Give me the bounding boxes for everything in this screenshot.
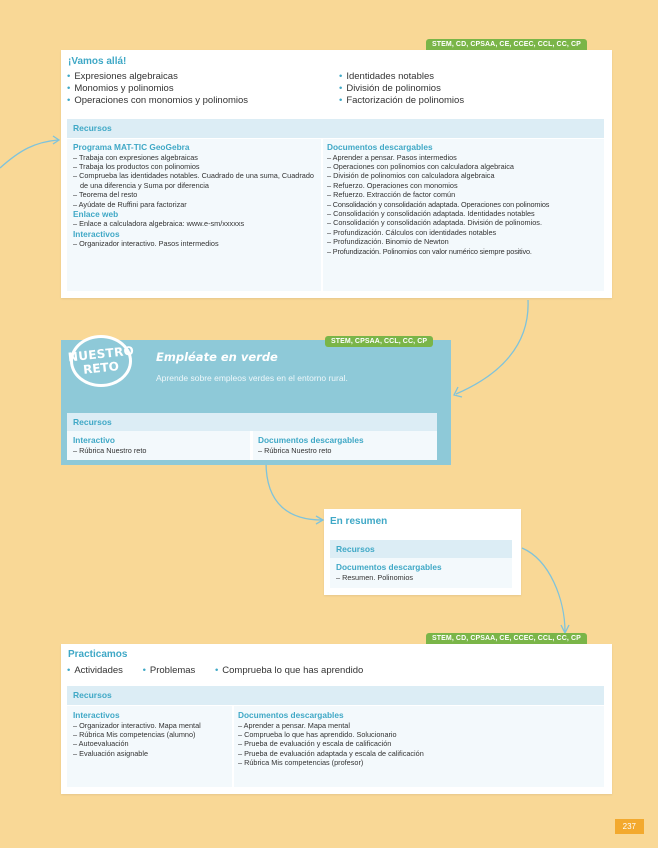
group-heading: Interactivos xyxy=(73,710,120,720)
recursos-divider xyxy=(321,139,323,291)
list-item: – Evaluación asignable xyxy=(73,748,149,758)
reto-right-column xyxy=(258,435,433,455)
list-item: – Refuerzo. Operaciones con monomios xyxy=(327,180,458,190)
resumen-column xyxy=(336,562,508,582)
recursos-header: Recursos xyxy=(67,119,604,138)
group-heading: Interactivos xyxy=(73,228,120,239)
list-item: – Trabaja con expresiones algebraicas xyxy=(73,152,198,162)
group-heading: Programa MAT-TIC GeoGebra xyxy=(73,142,190,152)
list-item: – Profundización. Binomio de Newton xyxy=(327,237,449,247)
group-heading: Interactivo xyxy=(73,435,115,445)
list-item: – Organizador interactivo. Mapa mental xyxy=(73,720,201,730)
vamos-bullets-right xyxy=(339,71,464,107)
vamos-title: ¡Vamos allá! xyxy=(68,56,127,67)
reto-title: Empléate en verde xyxy=(156,350,278,364)
group-heading: Documentos descargables xyxy=(238,710,344,720)
list-item: – Comprueba lo que has aprendido. Solucionario xyxy=(238,729,397,739)
recursos-header: Recursos xyxy=(330,540,512,558)
list-item: – Aprender a pensar. Mapa mental xyxy=(238,720,350,730)
list-item: – Consolidación y consolidación adaptada. División de polinomios. xyxy=(327,218,542,228)
bullet-item: • Problemas xyxy=(143,665,196,677)
list-item: – Aprender a pensar. Pasos intermedios xyxy=(327,152,457,162)
list-item: – Consolidación y consolidación adaptada. Operaciones con polinomios xyxy=(327,199,550,209)
bullet-item: • Operaciones con monomios y polinomios xyxy=(67,95,248,107)
recursos-divider xyxy=(250,431,253,460)
bullet-item: • Expresiones algebraicas xyxy=(67,71,248,83)
list-item: – Operaciones con polinomios con calculadora algebraica xyxy=(327,161,514,171)
bullet-item: • Monomios y polinomios xyxy=(67,83,248,95)
list-item: – Organizador interactivo. Pasos intermedios xyxy=(73,239,219,249)
group-heading: Documentos descargables xyxy=(258,435,364,445)
list-item: – Autoevaluación xyxy=(73,739,129,749)
list-item: – Prueba de evaluación y escala de calificación xyxy=(238,739,392,749)
bullet-item: • División de polinomios xyxy=(339,83,464,95)
list-item: – Profundización. Cálculos con identidades notables xyxy=(327,227,497,237)
competencies-badge: STEM, CD, CPSAA, CE, CCEC, CCL, CC, CP xyxy=(426,633,587,644)
bullet-item: • Identidades notables xyxy=(339,71,464,83)
list-item: – Rúbrica Mis competencias (profesor) xyxy=(238,758,364,768)
bullet-item: • Actividades xyxy=(67,665,123,677)
recursos-header: Recursos xyxy=(67,686,604,705)
vamos-left-column xyxy=(73,142,317,249)
list-item: – Rúbrica Nuestro reto xyxy=(258,445,332,455)
list-item: – Ayúdate de Ruffini para factorizar xyxy=(73,199,187,209)
list-item: – Consolidación y consolidación adaptada. Identidades notables xyxy=(327,208,535,218)
list-item: – Trabaja los productos con polinomios xyxy=(73,161,200,171)
group-heading: Documentos descargables xyxy=(327,142,433,152)
reto-logo-line1: NUESTRO xyxy=(67,343,135,365)
recursos-divider xyxy=(232,706,234,787)
group-heading: Enlace web xyxy=(73,208,119,219)
list-item: – Comprueba las identidades notables. Cuadrado de una suma, Cuadrado de una diferencia y Suma por diferencia xyxy=(73,171,314,190)
recursos-header: Recursos xyxy=(67,413,437,431)
bullet-item: • Comprueba lo que has aprendido xyxy=(215,665,363,677)
list-item: – Profundización. Polinomios con valor numérico siempre positivo. xyxy=(327,246,532,256)
competencies-badge: STEM, CD, CPSAA, CE, CCEC, CCL, CC, CP xyxy=(426,39,587,50)
list-item: – Rúbrica Mis competencias (alumno) xyxy=(73,729,196,739)
practicamos-right-column xyxy=(238,710,598,768)
vamos-bullets-left xyxy=(67,71,248,107)
reto-logo-line2: RETO xyxy=(82,359,120,377)
list-item: – Resumen. Polinomios xyxy=(336,572,414,582)
list-item: – Teorema del resto xyxy=(73,190,138,200)
list-item: – División de polinomios con calculadora algebraica xyxy=(327,171,495,181)
competencies-badge: STEM, CPSAA, CCL, CC, CP xyxy=(325,336,433,347)
practicamos-left-column xyxy=(73,710,231,758)
page-number: 237 xyxy=(615,819,644,834)
list-item: – Refuerzo. Extracción de factor común xyxy=(327,190,456,200)
list-item: – Rúbrica Nuestro reto xyxy=(73,445,147,455)
vamos-right-column xyxy=(327,142,603,256)
list-item: – Prueba de evaluación adaptada y escala de calificación xyxy=(238,748,424,758)
reto-subtitle: Aprende sobre empleos verdes en el entorno rural. xyxy=(156,373,348,383)
bullet-item: • Factorización de polinomios xyxy=(339,95,464,107)
practicamos-title: Practicamos xyxy=(68,649,128,660)
reto-left-column xyxy=(73,435,243,455)
practicamos-bullets xyxy=(67,665,363,677)
group-heading: Documentos descargables xyxy=(336,562,442,572)
resumen-title: En resumen xyxy=(330,516,388,527)
list-item: – Enlace a calculadora algebraica: www.e-sm/xxxxxs xyxy=(73,219,245,229)
